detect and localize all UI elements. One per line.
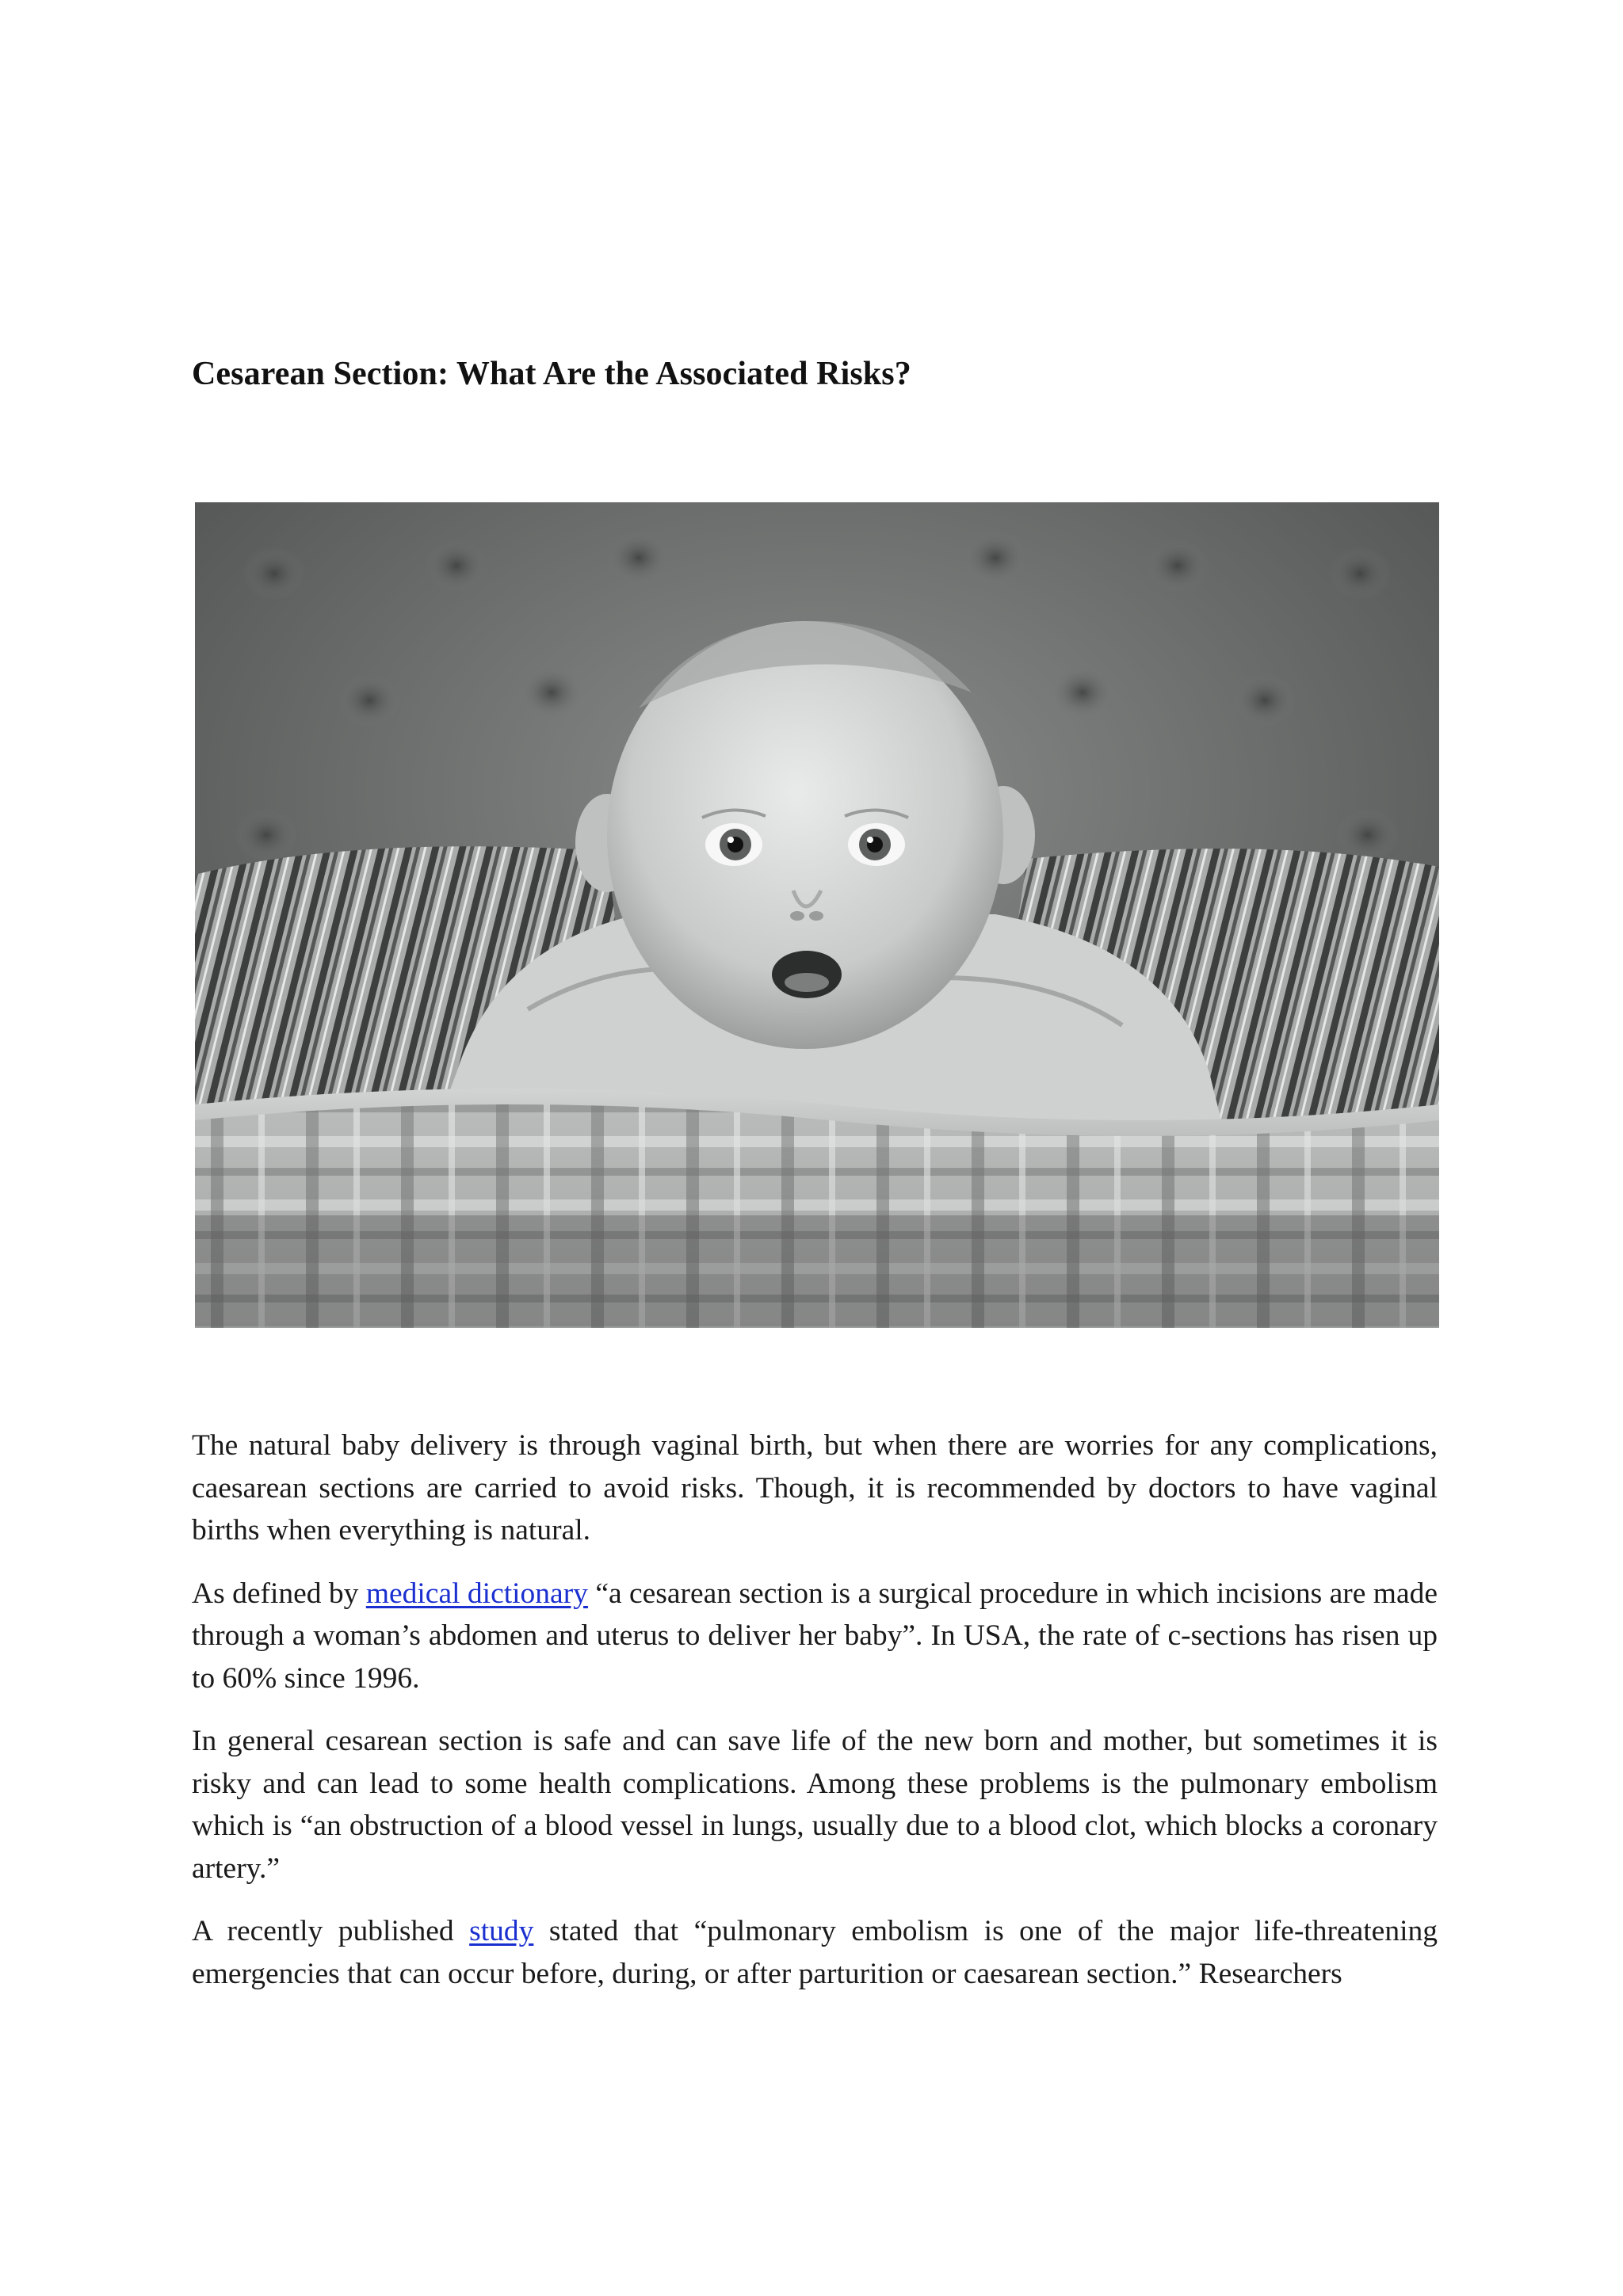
study-link[interactable]: study bbox=[469, 1915, 534, 1947]
paragraph-2 bbox=[192, 1573, 1438, 1700]
baby-photo-icon bbox=[195, 502, 1439, 1328]
paragraph-4-text-before: A recently published bbox=[192, 1915, 470, 1947]
paragraph-2-text-before: As defined by bbox=[192, 1577, 366, 1610]
article-body bbox=[192, 1425, 1438, 2016]
paragraph-2-text-after: “a cesarean section is a surgical procedure in which incisions are made through a woman’s abdomen and uterus to deliver her baby”. In USA, the rate of c-sections has risen up to 60% since 1996. bbox=[192, 1577, 1438, 1695]
article-title: Cesarean Section: What Are the Associated Risks? bbox=[192, 356, 911, 392]
paragraph-3-text: In general cesarean section is safe and can save life of the new born and mother, but sometimes it is risky and can lead to some health complications. Among these problems is the pulmonary embolism which is “an obstruction of a blood vessel in lungs, usually due to a blood clot, which blocks a coronary artery.” bbox=[192, 1725, 1438, 1885]
paragraph-1 bbox=[192, 1425, 1438, 1552]
paragraph-1-text: The natural baby delivery is through vaginal birth, but when there are worries for any complications, caesarean sections are carried to avoid risks. Though, it is recommended by doctors to have vaginal births when everything is natural. bbox=[192, 1429, 1438, 1547]
paragraph-3 bbox=[192, 1720, 1438, 1890]
medical-dictionary-link[interactable]: medical dictionary bbox=[365, 1577, 588, 1610]
baby-photo bbox=[195, 502, 1439, 1328]
paragraph-4 bbox=[192, 1910, 1438, 1995]
paragraph-4-text-after: stated that “pulmonary embolism is one of the major life-threatening emergencies that can occur before, during, or after parturition or caesarean section.” Researchers bbox=[192, 1915, 1438, 1990]
